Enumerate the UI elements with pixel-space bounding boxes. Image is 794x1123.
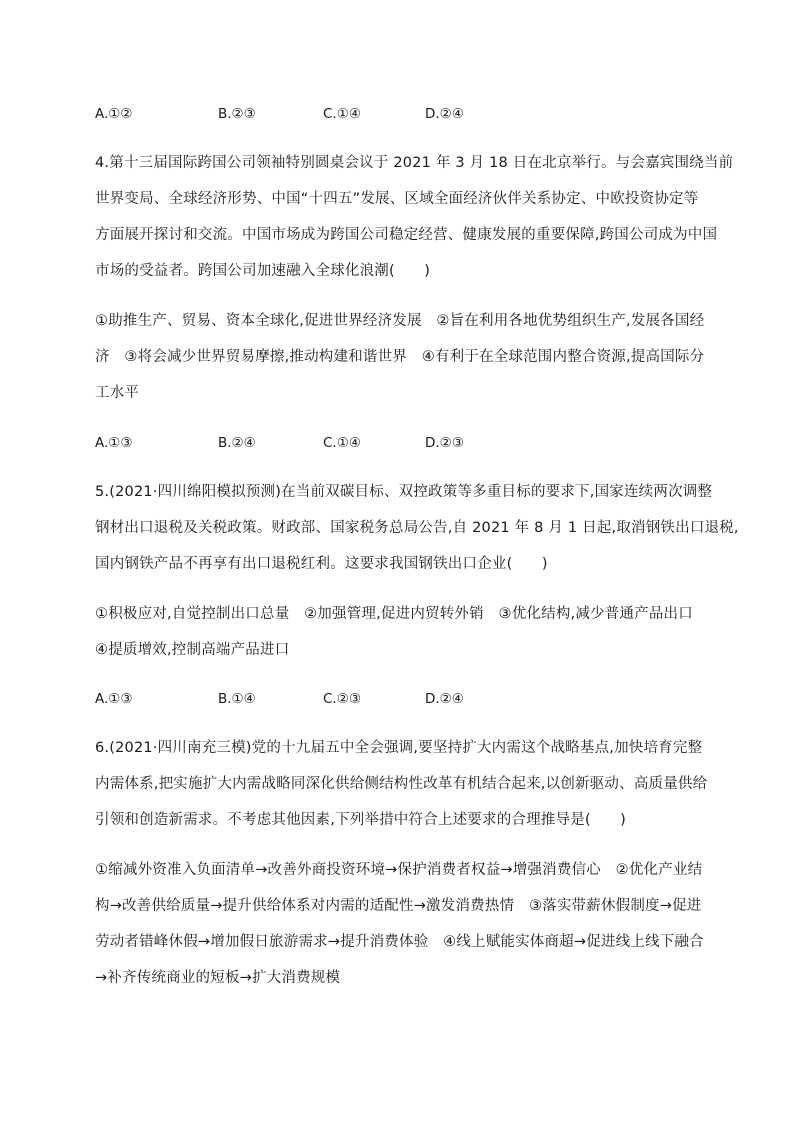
q5-item-line: ①积极应对,自觉控制出口总量 ②加强管理,促进内贸转外销 ③优化结构,减少普通产品出口 bbox=[95, 606, 693, 622]
q4-option-d[interactable]: D.②③ bbox=[425, 435, 464, 451]
q4-stem-line: 4.第十三届国际跨国公司领袖特别圆桌会议于 2021 年 3 月 18 日在北京举行。与会嘉宾围绕当前 bbox=[95, 155, 734, 171]
q3-option-a[interactable]: A.①② bbox=[95, 106, 133, 122]
q5-stem-line: 国内钢铁产品不再享有出口退税红利。这要求我国钢铁出口企业( ) bbox=[95, 556, 548, 572]
q4-stem-line: 世界变局、全球经济形势、中国“十四五”发展、区域全面经济伙伴关系协定、中欧投资协定等 bbox=[95, 191, 699, 207]
q5-option-d[interactable]: D.②④ bbox=[425, 691, 464, 707]
q6-stem-line: 6.(2021·四川南充三模)党的十九届五中全会强调,要坚持扩大内需这个战略基点,加快培育完整 bbox=[95, 740, 703, 756]
q4-stem-line: 方面展开探讨和交流。中国市场成为跨国公司稳定经营、健康发展的重要保障,跨国公司成为中国 bbox=[95, 227, 718, 243]
q6-item-line: 劳动者错峰休假→增加假日旅游需求→提升消费体验 ④线上赋能实体商超→促进线上线下融合 bbox=[95, 934, 704, 950]
q3-option-d[interactable]: D.②④ bbox=[425, 106, 464, 122]
q6-item-line: →补齐传统商业的短板→扩大消费规模 bbox=[95, 970, 341, 986]
q4-item-line: 工水平 bbox=[95, 385, 140, 401]
q5-stem-line: 5.(2021·四川绵阳模拟预测)在当前双碳目标、双控政策等多重目标的要求下,国家连续两次调整 bbox=[95, 484, 713, 500]
q6-item-line: 构→改善供给质量→提升供给体系对内需的适配性→激发消费热情 ③落实带薪休假制度→促进 bbox=[95, 898, 702, 914]
q4-option-a[interactable]: A.①③ bbox=[95, 435, 133, 451]
q4-item-line: 济 ③将会减少世界贸易摩擦,推动构建和谐世界 ④有利于在全球范围内整合资源,提高国际分 bbox=[95, 349, 705, 365]
q3-options bbox=[95, 104, 595, 124]
q3-option-b[interactable]: B.②③ bbox=[218, 106, 256, 122]
q6-stem-line: 引领和创造新需求。不考虑其他因素,下列举措中符合上述要求的合理推导是( ) bbox=[95, 812, 627, 828]
q5-item-line: ④提质增效,控制高端产品进口 bbox=[95, 642, 290, 658]
q4-item-line: ①助推生产、贸易、资本全球化,促进世界经济发展 ②旨在利用各地优势组织生产,发展各国经 bbox=[95, 313, 705, 329]
q5-stem-line: 钢材出口退税及关税政策。财政部、国家税务总局公告,自 2021 年 8 月 1 日起,取消钢铁出口退税, bbox=[95, 520, 739, 536]
q5-option-c[interactable]: C.②③ bbox=[323, 691, 361, 707]
q4-option-b[interactable]: B.②④ bbox=[218, 435, 256, 451]
q5-option-b[interactable]: B.①④ bbox=[218, 691, 256, 707]
q4-stem-line: 市场的受益者。跨国公司加速融入全球化浪潮( ) bbox=[95, 263, 431, 279]
q5-options bbox=[95, 689, 595, 709]
q4-options bbox=[95, 433, 595, 453]
q6-item-line: ①缩减外资准入负面清单→改善外商投资环境→保护消费者权益→增强消费信心 ②优化产业结 bbox=[95, 862, 703, 878]
q3-option-c[interactable]: C.①④ bbox=[323, 106, 361, 122]
q4-option-c[interactable]: C.①④ bbox=[323, 435, 361, 451]
q5-option-a[interactable]: A.①③ bbox=[95, 691, 133, 707]
q6-stem-line: 内需体系,把实施扩大内需战略同深化供给侧结构性改革有机结合起来,以创新驱动、高质量供给 bbox=[95, 776, 708, 792]
